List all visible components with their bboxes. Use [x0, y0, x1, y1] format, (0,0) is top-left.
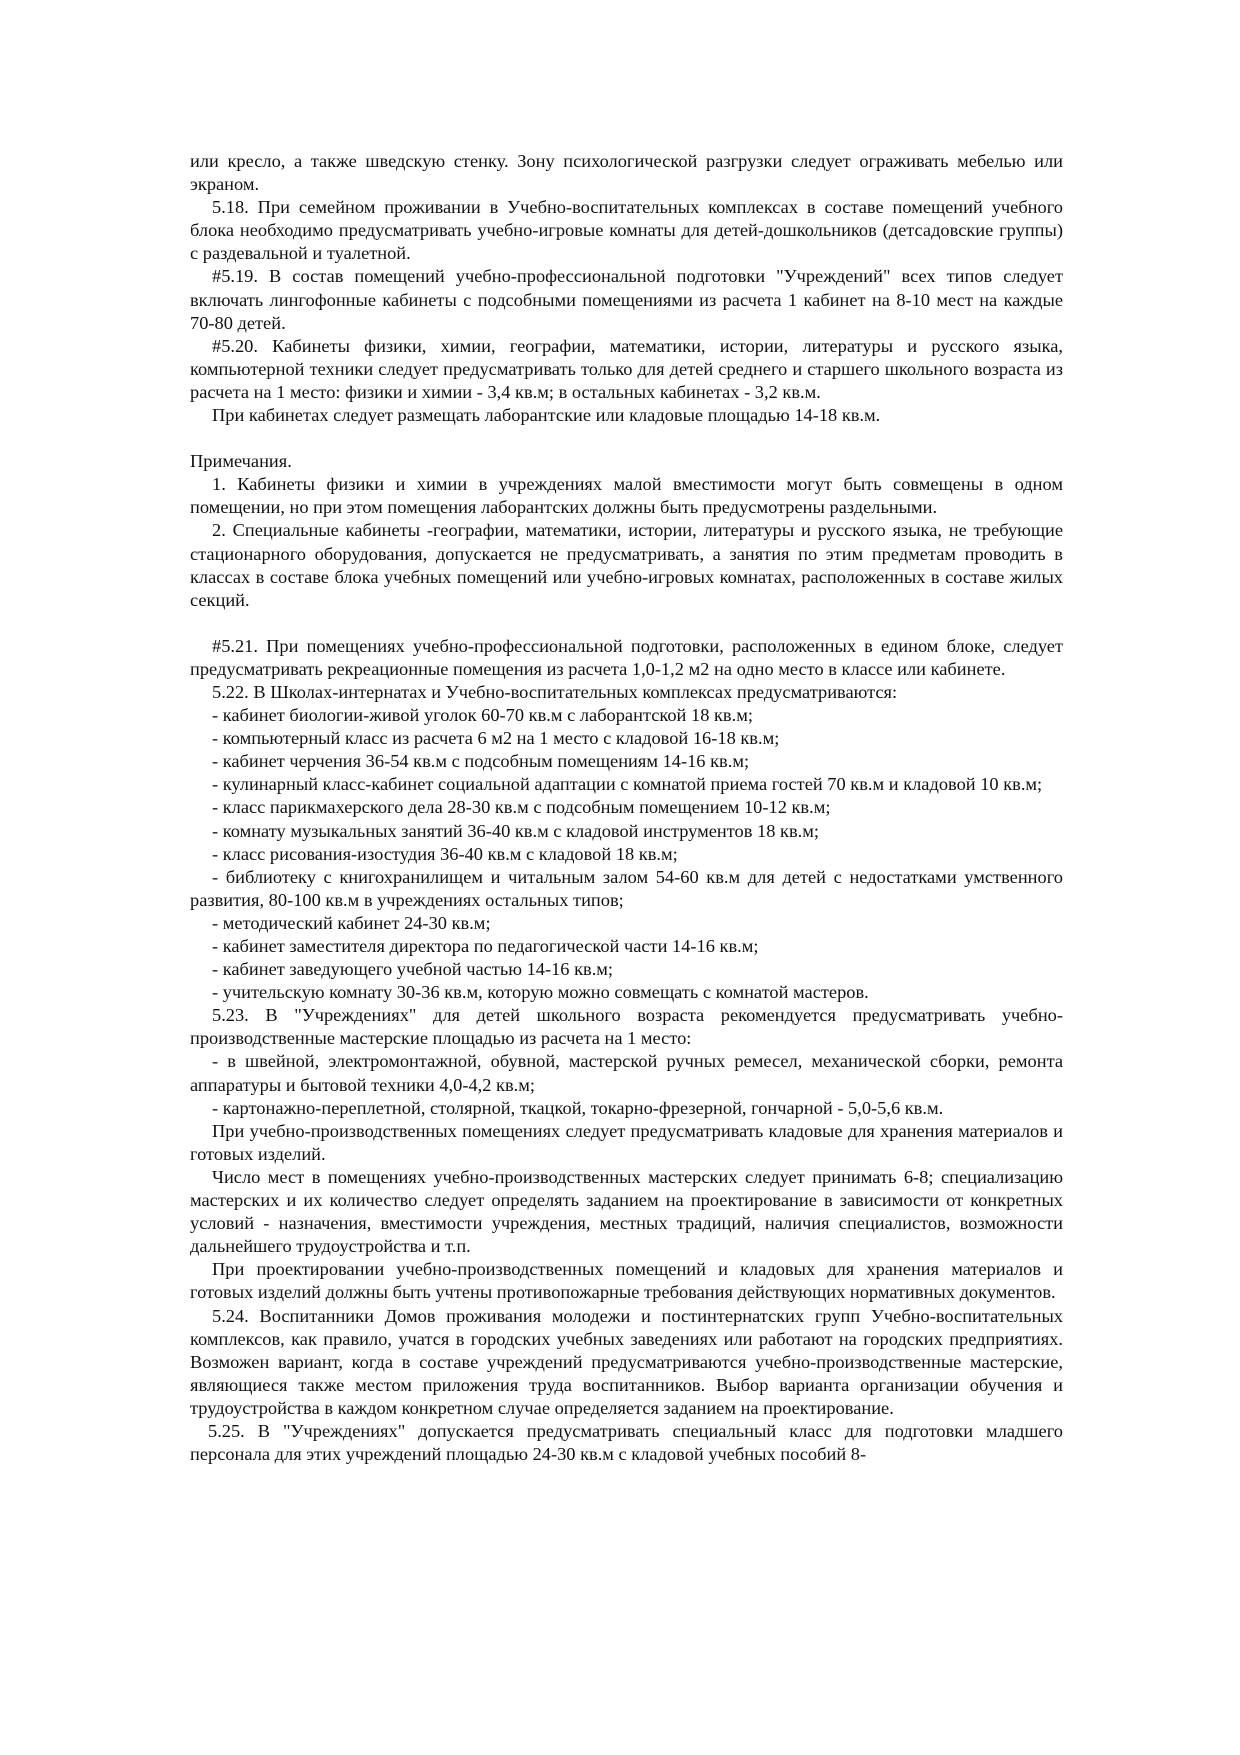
paragraph-5-22: 5.22. В Школах-интернатах и Учебно-воспитательных комплексах предусматриваются:: [212, 681, 898, 702]
list-item: - кабинет биологии-живой уголок 60-70 кв.м с лаборантской 18 кв.м;: [212, 705, 753, 726]
paragraph: или кресло, а также шведскую стенку. Зону психологической разгрузки следует ограживать мебелью или экраном.: [190, 151, 1063, 195]
paragraph: При кабинетах следует размещать лаборантские или кладовые площадью 14-18 кв.м.: [212, 405, 881, 426]
list-item: - класс парикмахерского дела 28-30 кв.м с подсобным помещением 10-12 кв.м;: [212, 797, 831, 818]
paragraph-5-21: #5.21. При помещениях учебно-профессиональной подготовки, расположенных в едином блоке, следует предусматривать рекреационные помещения из расчета 1,0-1,2 м2 на одно место в классе или кабинете.: [190, 635, 1063, 679]
paragraph-5-24: 5.24. Воспитанники Домов проживания молодежи и постинтернатских групп Учебно-воспитательных комплексов, как правило, учатся в городских учебных заведениях или работают на городских предприятиях. Возможен вариант, когда в составе учреждений предусматриваются учебно-производственные мастерские, являющиеся также местом приложения труда воспитанников. Выбор варианта организации обучения и трудоустройства в каждом конкретном случае определяется заданием на проектирование.: [190, 1305, 1063, 1418]
spacer: [190, 427, 1063, 450]
notes-heading: Примечания.: [190, 451, 292, 472]
list-item: - в швейной, электромонтажной, обувной, мастерской ручных ремесел, механической сборки, ремонта аппаратуры и бытовой техники 4,0-4,2 кв.м;: [190, 1051, 1063, 1095]
list-item: - учительскую комнату 30-36 кв.м, которую можно совмещать с комнатой мастеров.: [212, 982, 869, 1003]
note-2: 2. Специальные кабинеты -географии, математики, истории, литературы и русского языка, не требующие стационарного оборудования, допускается не предусматривать, а занятия по этим предметам проводить в классах в составе блока учебных помещений или учебно-игровых комнатах, расположенных в составе жилых секций.: [190, 520, 1063, 610]
paragraph-5-25: 5.25. В "Учреждениях" допускается предусматривать специальный класс для подготовки младшего персонала для этих учреждений площадью 24-30 кв.м с кладовой учебных пособий 8-: [190, 1420, 1063, 1465]
paragraph: При учебно-производственных помещениях следует предусматривать кладовые для хранения материалов и готовых изделий.: [190, 1120, 1063, 1164]
list-item: - кабинет черчения 36-54 кв.м с подсобным помещениям 14-16 кв.м;: [212, 751, 750, 772]
paragraph: Число мест в помещениях учебно-производственных мастерских следует принимать 6-8; специализацию мастерских и их количество следует определять заданием на проектирование в зависимости от конкретных условий - назначения, вместимости учреждения, местных традиций, наличия специалистов, возможности дальнейшего трудоустройства и т.п.: [190, 1166, 1063, 1257]
document-page: [190, 150, 1063, 1466]
list-item: - библиотеку с книгохранилищем и читальным залом 54-60 кв.м для детей с недостатками умственного развития, 80-100 кв.м в учреждениях остальных типов;: [190, 866, 1063, 910]
paragraph-5-20: #5.20. Кабинеты физики, химии, географии, математики, истории, литературы и русского языка, компьютерной техники следует предусматривать только для детей среднего и старшего школьного возраста из расчета на 1 место: физики и химии - 3,4 кв.м; в остальных кабинетах - 3,2 кв.м.: [190, 335, 1063, 402]
list-item: - картонажно-переплетной, столярной, ткацкой, токарно-фрезерной, гончарной - 5,0-5,6 кв.м.: [212, 1097, 944, 1118]
list-item: - кулинарный класс-кабинет социальной адаптации с комнатой приема гостей 70 кв.м и кладовой 10 кв.м;: [212, 774, 1043, 795]
list-item: - класс рисования-изостудия 36-40 кв.м с кладовой 18 кв.м;: [212, 843, 678, 864]
paragraph-5-23: 5.23. В "Учреждениях" для детей школьного возраста рекомендуется предусматривать учебно-производственные мастерские площадью из расчета на 1 место:: [190, 1005, 1063, 1049]
list-item: - кабинет заместителя директора по педагогической части 14-16 кв.м;: [212, 936, 759, 956]
paragraph-5-18: 5.18. При семейном проживании в Учебно-воспитательных комплексах в составе помещений учебного блока необходимо предусматривать учебно-игровые комнаты для детей-дошкольников (детсадовские группы) с раздевальной и туалетной.: [190, 197, 1063, 264]
list-item: - методический кабинет 24-30 кв.м;: [212, 912, 491, 933]
spacer: [190, 612, 1063, 635]
list-item: - кабинет заведующего учебной частью 14-16 кв.м;: [212, 959, 614, 980]
list-item: - компьютерный класс из расчета 6 м2 на 1 место с кладовой 16-18 кв.м;: [212, 728, 780, 749]
note-1: 1. Кабинеты физики и химии в учреждениях малой вместимости могут быть совмещены в одном помещении, но при этом помещения лаборантских должны быть предусмотрены раздельными.: [190, 474, 1063, 518]
paragraph-5-19: #5.19. В состав помещений учебно-профессиональной подготовки "Учреждений" всех типов следует включать лингофонные кабинеты с подсобными помещениями из расчета 1 кабинет на 8-10 мест на каждые 70-80 детей.: [190, 266, 1063, 333]
paragraph: При проектировании учебно-производственных помещений и кладовых для хранения материалов и готовых изделий должны быть учтены противопожарные требования действующих нормативных документов.: [190, 1259, 1063, 1303]
list-item: - комнату музыкальных занятий 36-40 кв.м с кладовой инструментов 18 кв.м;: [212, 820, 819, 841]
